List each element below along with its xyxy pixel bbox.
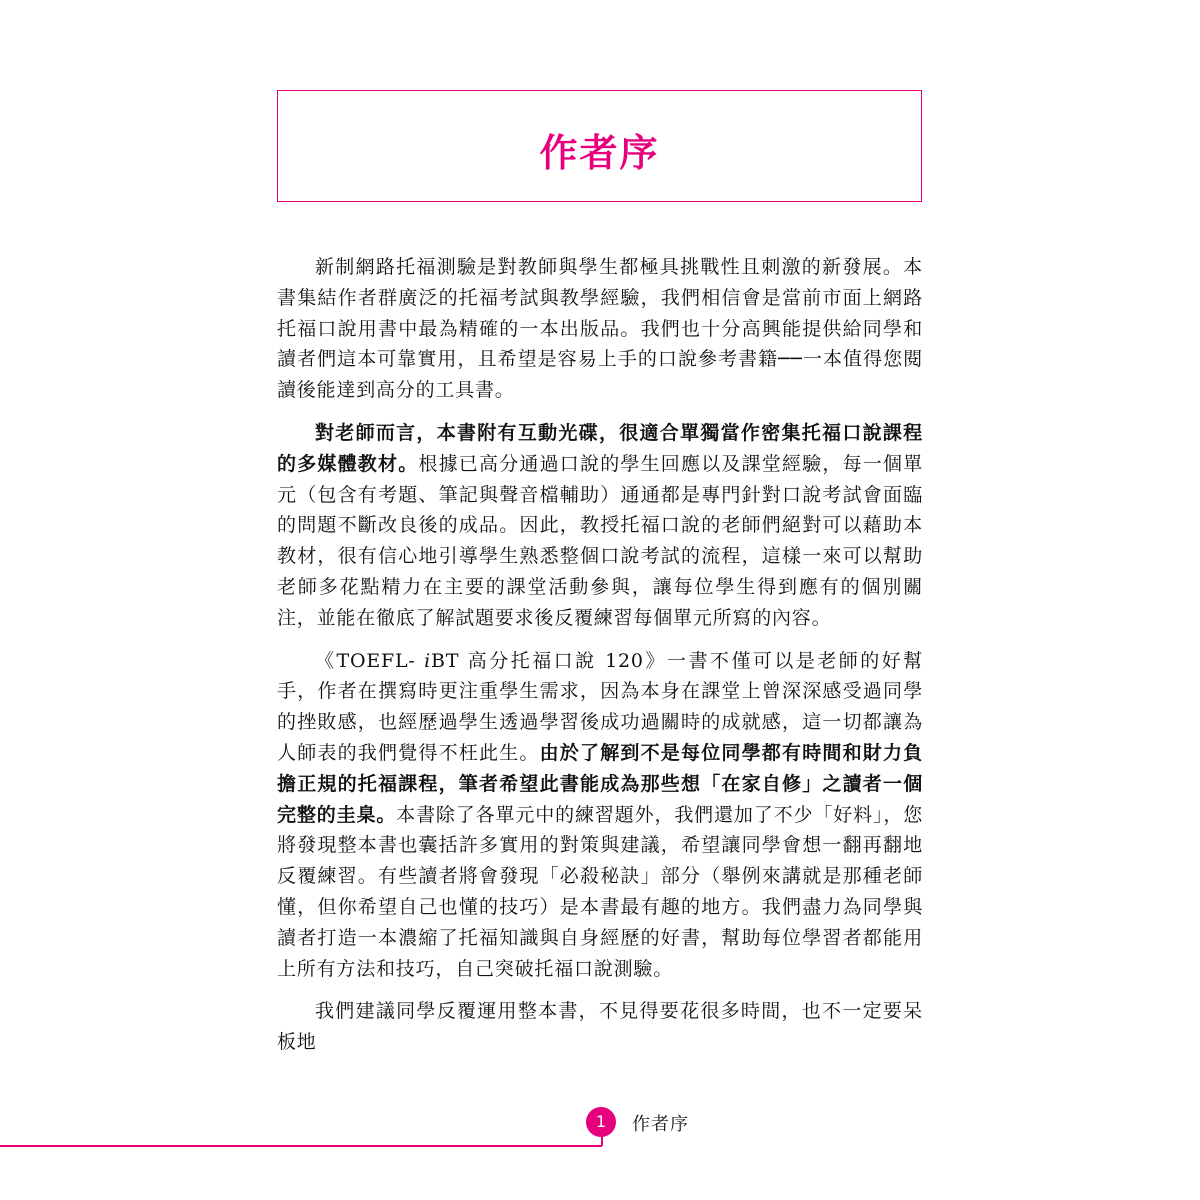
paragraph-1 (277, 252, 923, 406)
paragraph-3-mid: BT 高分托福口說 120》一書不僅可以是老師的好幫手，作者在撰寫時更注重學生需求，因為本身在課堂上曾深深感受過同學的挫敗感，也經歷過學生透過學習後成功過關時的成就感，這一切都讓為人師表的我們覺得不枉此生。 (277, 649, 923, 764)
page-footer (0, 1100, 1200, 1160)
paragraph-4-text: 我們建議同學反覆運用整本書，不見得要花很多時間，也不一定要呆板地 (277, 1000, 923, 1052)
paragraph-3-bold: 由於了解到不是每位同學都有時間和財力負擔正規的托福課程，筆者希望此書能成為那些想「在家自修」之讀者一個完整的圭臬。 (277, 741, 923, 826)
paragraph-2-bold-lead: 對老師而言，本書附有互動光碟，很適合單獨當作密集托福口說課程的多媒體教材。 (277, 421, 923, 475)
page-title: 作者序 (539, 129, 660, 175)
preface-body (277, 252, 923, 1052)
paragraph-2-text: 根據已高分通過口說的學生回應以及課堂經驗，每一個單元（包含有考題、筆記與聲音檔輔助）通通都是專門針對口說考試會面臨的問題不斷改良後的成品。因此，教授托福口說的老師們絕對可以藉助本教材，很有信心地引導學生熟悉整個口說考試的流程，這樣一來可以幫助老師多花點精力在主要的課堂活動參與，讓每位學生得到應有的個別關注，並能在徹底了解試題要求後反覆練習每個單元所寫的內容。 (277, 452, 923, 629)
paragraph-1-text: 新制網路托福測驗是對教師與學生都極具挑戰性且刺激的新發展。本書集結作者群廣泛的托福考試與教學經驗，我們相信會是當前市面上網路托福口說用書中最為精確的一本出版品。我們也十分高興能提供給同學和讀者們這本可靠實用，且希望是容易上手的口說參考書籍──一本值得您閱讀後能達到高分的工具書。 (277, 256, 923, 402)
title-box (277, 90, 922, 202)
paragraph-3-italic: i (424, 649, 432, 672)
paragraph-2 (277, 418, 923, 634)
footer-section-label: 作者序 (632, 1114, 689, 1135)
footer-rule-horizontal (0, 1145, 602, 1147)
paragraph-3 (277, 646, 923, 985)
paragraph-4 (277, 996, 923, 1052)
paragraph-3-post: 本書除了各單元中的練習題外，我們還加了不少「好料」，您將發現整本書也囊括許多實用的對策與建議，希望讓同學會想一翻再翻地反覆練習。有些讀者將會發現「必殺秘訣」部分（舉例來講就是那種老師懂，但你希望自己也懂的技巧）是本書最有趣的地方。我們盡力為同學與讀者打造一本濃縮了托福知識與自身經歷的好書，幫助每位學習者都能用上所有方法和技巧，自己突破托福口說測驗。 (277, 803, 923, 980)
page-number-badge: 1 (586, 1107, 616, 1137)
paragraph-3-pre: 《TOEFL- (315, 649, 425, 672)
